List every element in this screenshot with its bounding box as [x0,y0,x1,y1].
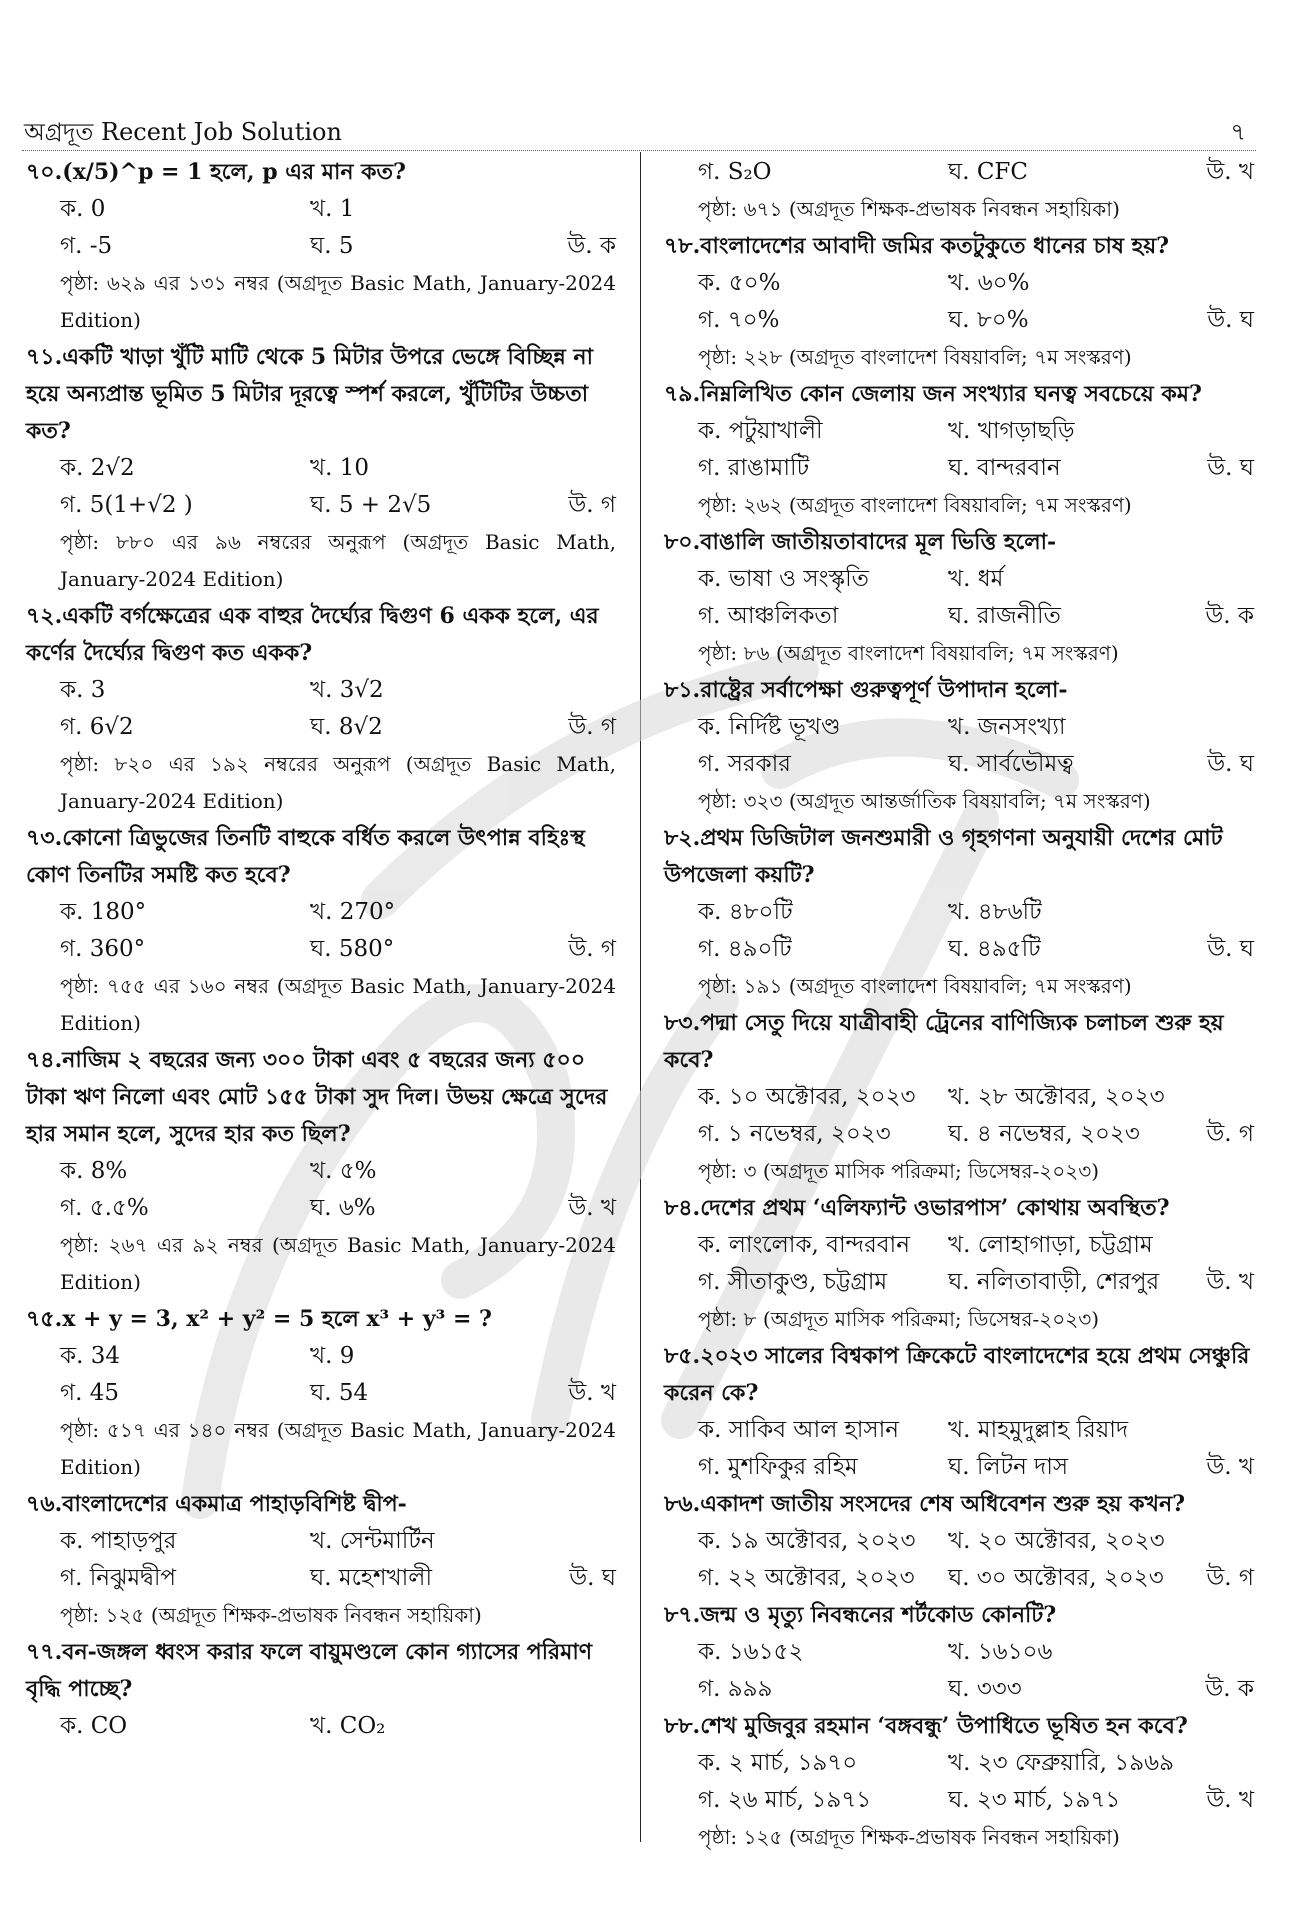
option: গ. নিঝুমদ্বীপ [60,1565,177,1591]
option: ঘ. ৪ নভেম্বর, ২০২৩ [948,1121,1140,1147]
option: খ. 270° [310,899,396,925]
question-block [26,1634,616,1745]
answer-key [560,1708,616,1745]
page-reference: পৃষ্ঠা: ৮২০ এর ১৯২ নম্বরের অনুরূপ (অগ্রদূত Basic Math, January-2024 Edition) [60,752,616,813]
question-block [664,1005,1254,1190]
question-text [664,1597,1254,1634]
question-stem: একাদশ জাতীয় সংসদের শেষ অধিবেশন শুরু হয় কখন? [700,1491,1185,1517]
question-text [26,154,616,191]
page-reference: পৃষ্ঠা: ৭৫৫ এর ১৬০ নম্বর (অগ্রদূত Basic Math, January-2024 Edition) [60,974,616,1035]
option: গ. -5 [60,233,113,259]
answer-key: উ. ঘ [569,1565,616,1591]
option: গ. 360° [60,936,146,962]
option: ক. ২ মার্চ, ১৯৭০ [698,1750,858,1776]
question-number: ৮১. [664,677,701,703]
answer-key [560,191,616,228]
option-row [664,450,1254,487]
question-text [664,376,1254,413]
option: ঘ. 580° [310,936,395,962]
answer-key [560,1523,616,1560]
page-reference: পৃষ্ঠা: ২৬২ (অগ্রদূত বাংলাদেশ বিষয়াবলি; ৭ম সংস্করণ) [698,493,1132,517]
option: ঘ. রাজনীতি [948,603,1061,629]
option: ঘ. বান্দরবান [948,455,1061,481]
page-reference: পৃষ্ঠা: ৮ (অগ্রদূত মাসিক পরিক্রমা; ডিসেম্বর-২০২৩) [698,1307,1100,1331]
option: ক. পটুয়াখালী [698,418,823,444]
question-block [26,154,616,339]
answer-key [560,672,616,709]
question-text [664,1486,1254,1523]
option: গ. ১ নভেম্বর, ২০২৩ [698,1121,891,1147]
option: খ. ২৮ অক্টোবর, ২০২৩ [948,1084,1165,1110]
question-number: ৭৪. [26,1047,63,1073]
page-reference: পৃষ্ঠা: ১২৫ (অগ্রদূত শিক্ষক-প্রভাষক নিবন্ধন সহায়িকা) [698,1825,1120,1849]
page-reference: পৃষ্ঠা: ৮৬ (অগ্রদূত বাংলাদেশ বিষয়াবলি; ৭ম সংস্করণ) [698,641,1119,665]
option-row [664,1079,1254,1116]
left-column [26,154,616,1745]
question-block [664,1708,1254,1856]
question-block [664,1486,1254,1597]
option: ঘ. 5 [310,233,354,259]
option: ঘ. মহেশখালী [310,1565,433,1591]
answer-key: উ. খ [1206,1269,1254,1295]
option-row [664,1745,1254,1782]
answer-key [1198,709,1254,746]
option: ক. লাংলোক, বান্দরবান [698,1232,910,1258]
option-row [664,1227,1254,1264]
option-row [664,894,1254,931]
question-stem: প্রথম ডিজিটাল জনশুমারী ও গৃহগণনা অনুযায়ী দেশের মোট উপজেলা কয়টি? [664,825,1223,888]
question-stem: একটি বর্গক্ষেত্রের এক বাহুর দৈর্ঘ্যের দ্বিগুণ 6 একক হলে, এর কর্ণের দৈর্ঘ্যের দ্বিগুণ কত একক? [26,603,599,666]
option-row [664,746,1254,783]
question-text [664,820,1254,894]
option: গ. ৫.৫% [60,1195,149,1221]
option-row [26,191,616,228]
column-divider [640,152,641,1842]
answer-key [1198,894,1254,931]
option-row [664,931,1254,968]
page-reference: পৃষ্ঠা: ২৬৭ এর ৯২ নম্বর (অগ্রদূত Basic Math, January-2024 Edition) [60,1233,616,1294]
question-number: ৭৮. [664,233,701,259]
answer-key [1198,1523,1254,1560]
option: খ. খাগড়াছড়ি [948,418,1075,444]
option-row [664,561,1254,598]
option: গ. সীতাকুণ্ড, চট্টগ্রাম [698,1269,888,1295]
question-number: ৮৬. [664,1491,701,1517]
option-row [26,1153,616,1190]
answer-key [560,1338,616,1375]
option-row [664,302,1254,339]
answer-key [1198,561,1254,598]
option-row [664,265,1254,302]
question-block [26,820,616,1042]
answer-key: উ. গ [1206,1121,1254,1147]
answer-key: উ. গ [568,714,616,740]
option: ক. ৫০% [698,270,781,296]
option: ক. 8% [60,1158,128,1184]
header-divider [22,150,1256,151]
question-text [26,339,616,450]
option: ক. ১৬১৫২ [698,1639,804,1665]
option-row [664,598,1254,635]
page-reference: পৃষ্ঠা: ৩২৩ (অগ্রদূত আন্তর্জাতিক বিষয়াবলি; ৭ম সংস্করণ) [698,789,1151,813]
question-number: ৮৪. [664,1195,701,1221]
answer-key: উ. খ [1206,159,1254,185]
question-number: ৭৩. [26,825,63,851]
option: ক. 2√2 [60,455,135,481]
option: ঘ. ২৩ মার্চ, ১৯৭১ [948,1787,1121,1813]
question-block [664,524,1254,672]
page-reference: পৃষ্ঠা: ৬২৯ এর ১৩১ নম্বর (অগ্রদূত Basic Math, January-2024 Edition) [60,271,616,332]
option: ঘ. ৪৯৫টি [948,936,1041,962]
question-number: ৭২. [26,603,63,629]
question-number: ৭১. [26,344,63,370]
question-stem: নাজিম ২ বছরের জন্য ৩০০ টাকা এবং ৫ বছরের জন্য ৫০০ টাকা ঋণ নিলো এবং মোট ১৫৫ টাকা সুদ দিল। উভয় ক্ষেত্রে সুদের হার সমান হলে, সুদের হার কত ছিল? [26,1047,608,1147]
question-text [26,1301,616,1338]
option-row [26,450,616,487]
question-stem: নিম্নলিখিত কোন জেলায় জন সংখ্যার ঘনত্ব সবচেয়ে কম? [700,381,1202,407]
question-text [664,1708,1254,1745]
option-row [26,1708,616,1745]
question-stem: বন-জঙ্গল ধ্বংস করার ফলে বায়ুমণ্ডলে কোন গ্যাসের পরিমাণ বৃদ্ধি পাচ্ছে? [26,1639,593,1702]
option: গ. S₂O [698,159,772,185]
option: ঘ. সার্বভৌমত্ব [948,751,1074,777]
option-row [664,709,1254,746]
question-stem: রাষ্ট্রের সর্বাপেক্ষা গুরুত্বপূর্ণ উপাদান হলো- [700,677,1068,703]
question-block [26,1301,616,1486]
option: গ. মুশফিকুর রহিম [698,1454,858,1480]
option: গ. রাঙামাটি [698,455,810,481]
page-reference: পৃষ্ঠা: ২২৮ (অগ্রদূত বাংলাদেশ বিষয়াবলি; ৭ম সংস্করণ) [698,345,1132,369]
option-row [664,1412,1254,1449]
option: ক. ১০ অক্টোবর, ২০২৩ [698,1084,916,1110]
answer-key: উ. ঘ [1207,751,1254,777]
question-stem: পদ্মা সেতু দিয়ে যাত্রীবাহী ট্রেনের বাণিজ্যিক চলাচল শুরু হয় কবে? [664,1010,1224,1073]
option-row [26,1190,616,1227]
option-row [26,1375,616,1412]
option-row [26,931,616,968]
question-block [26,339,616,598]
question-stem: একটি খাড়া খুঁটি মাটি থেকে 5 মিটার উপরে ভেঙ্গে বিচ্ছিন্ন না হয়ে অন্যপ্রান্ত ভূমিত 5 মিটার দূরত্বে স্পর্শ করলে, খুঁটিটির উচ্চতা কত? [26,344,593,444]
option: ঘ. লিটন দাস [948,1454,1069,1480]
question-block [664,820,1254,1005]
question-text [26,820,616,894]
option: ঘ. 5 + 2√5 [310,492,432,518]
right-column [664,154,1254,1856]
option: খ. ধর্ম [948,566,1004,592]
question-stem: শেখ মুজিবুর রহমান ‘বঙ্গবন্ধু’ উপাধিতে ভূষিত হন কবে? [700,1713,1188,1739]
question-block [664,672,1254,820]
option: খ. 9 [310,1343,355,1369]
book-title: অগ্রদূত Recent Job Solution [24,118,342,146]
question-text [664,228,1254,265]
answer-key: উ. খ [568,1380,616,1406]
question-stem: বাংলাদেশের একমাত্র পাহাড়বিশিষ্ট দ্বীপ- [62,1491,407,1517]
question-block [664,228,1254,376]
option: গ. 45 [60,1380,119,1406]
option: খ. জনসংখ্যা [948,714,1066,740]
option-row [26,709,616,746]
option: খ. 10 [310,455,369,481]
option-row [664,1264,1254,1301]
question-number: ৮৩. [664,1010,701,1036]
answer-key [1198,1227,1254,1264]
question-block [664,1338,1254,1486]
question-text [664,672,1254,709]
question-number: ৮৫. [664,1343,701,1369]
question-block [664,1190,1254,1338]
option-row [664,1634,1254,1671]
page-reference: পৃষ্ঠা: ৩ (অগ্রদূত মাসিক পরিক্রমা; ডিসেম্বর-২০২৩) [698,1159,1100,1183]
option: ক. ৪৮০টি [698,899,793,925]
answer-key [560,894,616,931]
option: ক. 3 [60,677,106,703]
option: ঘ. নলিতাবাড়ী, শেরপুর [948,1269,1160,1295]
option: খ. 3√2 [310,677,384,703]
option-row [26,1560,616,1597]
question-text [664,1190,1254,1227]
option-row [26,1338,616,1375]
option: গ. 6√2 [60,714,134,740]
option: খ. ৫% [310,1158,377,1184]
option: গ. ৯৯৯ [698,1676,773,1702]
option: ঘ. CFC [948,159,1028,185]
option: ক. ভাষা ও সংস্কৃতি [698,566,869,592]
option: ঘ. ৩৩৩ [948,1676,1022,1702]
question-block [26,1042,616,1301]
option-row [26,894,616,931]
answer-key [1198,1079,1254,1116]
answer-key: উ. ক [1205,603,1254,629]
question-text [664,524,1254,561]
option: গ. সরকার [698,751,791,777]
answer-key: উ. খ [568,1195,616,1221]
option: ক. 0 [60,196,106,222]
question-stem: (x/5)^p = 1 হলে, p এর মান কত? [62,159,406,185]
option: খ. সেন্টমার্টিন [310,1528,435,1554]
option-row [664,1782,1254,1819]
option: ক. 180° [60,899,147,925]
question-text [26,1042,616,1153]
option: গ. ২২ অক্টোবর, ২০২৩ [698,1565,915,1591]
question-text [26,598,616,672]
question-number: ৮৭. [664,1602,701,1628]
question-stem: বাঙালি জাতীয়তাবাদের মূল ভিত্তি হলো- [700,529,1057,555]
answer-key: উ. গ [1206,1565,1254,1591]
question-number: ৭০. [26,159,63,185]
answer-key [1198,1412,1254,1449]
option-row [664,1116,1254,1153]
option-row [26,1523,616,1560]
option: খ. মাহমুদুল্লাহ রিয়াদ [948,1417,1129,1443]
question-number: ৭৬. [26,1491,63,1517]
answer-key: উ. ঘ [1207,936,1254,962]
option: ক. 34 [60,1343,120,1369]
option-row [26,487,616,524]
option: ঘ. ৬% [310,1195,376,1221]
answer-key [1198,1634,1254,1671]
question-number: ৭৫. [26,1306,63,1332]
option: খ. লোহাগাড়া, চট্টগ্রাম [948,1232,1153,1258]
answer-key: উ. খ [1206,1454,1254,1480]
option: ঘ. 8√2 [310,714,383,740]
option-row [664,1523,1254,1560]
answer-key: উ. গ [568,936,616,962]
option-row [664,1560,1254,1597]
question-block [664,376,1254,524]
option: ক. নির্দিষ্ট ভূখণ্ড [698,714,841,740]
question-block [26,598,616,820]
option: ঘ. ৮০% [948,307,1029,333]
page-reference: পৃষ্ঠা: ৮৮০ এর ৯৬ নম্বরের অনুরূপ (অগ্রদূত Basic Math, January-2024 Edition) [60,530,616,591]
answer-key: উ. ঘ [1207,455,1254,481]
option: ক. CO [60,1713,128,1739]
option: খ. ২০ অক্টোবর, ২০২৩ [948,1528,1165,1554]
option-row [26,228,616,265]
question-stem: দেশের প্রথম ‘এলিফ্যান্ট ওভারপাস’ কোথায় অবস্থিত? [700,1195,1170,1221]
option: খ. 1 [310,196,355,222]
question-stem: x + y = 3, x² + y² = 5 হলে x³ + y³ = ? [62,1306,492,1332]
answer-key: উ. গ [568,492,616,518]
question-stem: কোনো ত্রিভুজের তিনটি বাহুকে বর্ধিত করলে উৎপান্ন বহিঃস্থ কোণ তিনটির সমষ্টি কত হবে? [26,825,585,888]
page-reference: পৃষ্ঠা: ১২৫ (অগ্রদূত শিক্ষক-প্রভাষক নিবন্ধন সহায়িকা) [60,1603,482,1627]
option: গ. ৭০% [698,307,780,333]
option: ক. সাকিব আল হাসান [698,1417,899,1443]
question-number: ৮০. [664,529,701,555]
question-stem: ২০২৩ সালের বিশ্বকাপ ক্রিকেটে বাংলাদেশের হয়ে প্রথম সেঞ্চুরি করেন কে? [664,1343,1250,1406]
answer-key: উ. ক [567,233,616,259]
option-row [664,413,1254,450]
page-reference: পৃষ্ঠা: ৫১৭ এর ১৪০ নম্বর (অগ্রদূত Basic Math, January-2024 Edition) [60,1418,616,1479]
question-block [26,1486,616,1634]
option-row [664,1449,1254,1486]
option: ক. পাহাড়পুর [60,1528,177,1554]
option: গ. আঞ্চলিকতা [698,603,839,629]
option: ঘ. ৩০ অক্টোবর, ২০২৩ [948,1565,1164,1591]
page-reference: পৃষ্ঠা: ৬৭১ (অগ্রদূত শিক্ষক-প্রভাষক নিবন্ধন সহায়িকা) [698,197,1120,221]
option: গ. 5(1+√2 ) [60,492,193,518]
option: খ. ৬০% [948,270,1030,296]
option: গ. ২৬ মার্চ, ১৯৭১ [698,1787,872,1813]
page-reference: পৃষ্ঠা: ১৯১ (অগ্রদূত বাংলাদেশ বিষয়াবলি; ৭ম সংস্করণ) [698,974,1132,998]
option-row [664,154,1254,191]
page-number: ৭ [1230,118,1246,146]
option-row [26,672,616,709]
question-text [664,1338,1254,1412]
question-number: ৮২. [664,825,701,851]
answer-key [1198,1745,1254,1782]
answer-key: উ. ক [1205,1676,1254,1702]
question-block [664,1597,1254,1708]
option: খ. ২৩ ফেব্রুয়ারি, ১৯৬৯ [948,1750,1174,1776]
question-number: ৮৮. [664,1713,701,1739]
question-stem: জন্ম ও মৃত্যু নিবন্ধনের শর্টকোড কোনটি? [700,1602,1057,1628]
question-text [26,1634,616,1708]
answer-key: উ. ঘ [1207,307,1254,333]
option: ঘ. 54 [310,1380,369,1406]
question-block [664,154,1254,228]
question-text [664,1005,1254,1079]
option: গ. ৪৯০টি [698,936,792,962]
answer-key [1198,413,1254,450]
question-number: ৭৯. [664,381,701,407]
question-stem: বাংলাদেশের আবাদী জমির কতটুকুতে ধানের চাষ হয়? [700,233,1170,259]
answer-key [560,1153,616,1190]
question-number: ৭৭. [26,1639,63,1665]
option-row [664,1671,1254,1708]
option: খ. CO₂ [310,1713,386,1739]
option: ক. ১৯ অক্টোবর, ২০২৩ [698,1528,916,1554]
answer-key: উ. খ [1206,1787,1254,1813]
option: খ. ১৬১০৬ [948,1639,1053,1665]
question-text [26,1486,616,1523]
answer-key [560,450,616,487]
answer-key [1198,265,1254,302]
option: খ. ৪৮৬টি [948,899,1042,925]
